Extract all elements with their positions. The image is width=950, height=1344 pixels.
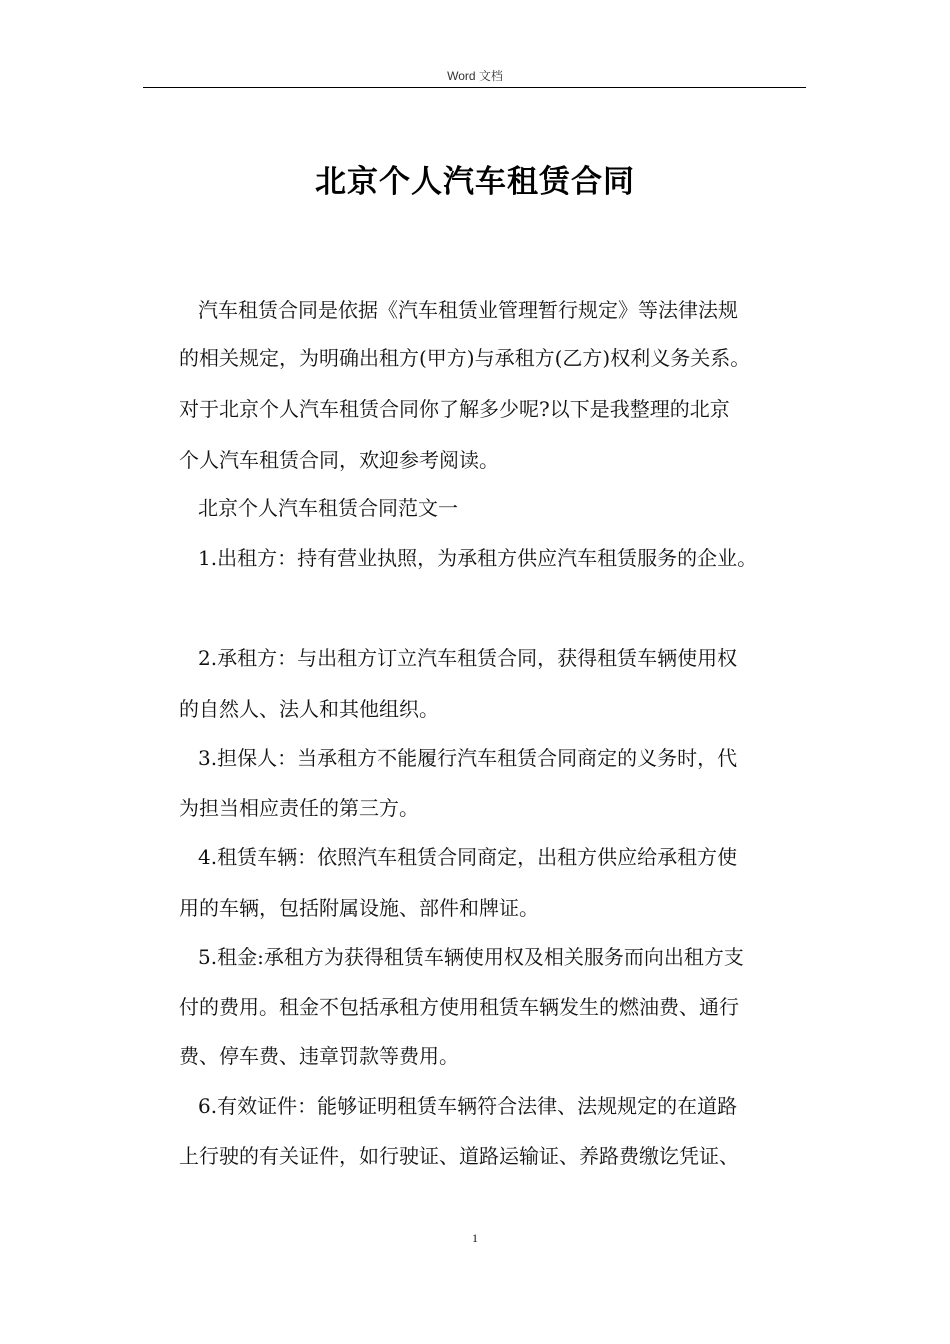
intro-line-3: 对于北京个人汽车租赁合同你了解多少呢?以下是我整理的北京 — [179, 397, 730, 421]
clause-5-line-1: 5.租金:承租方为获得租赁车辆使用权及相关服务而向出租方支 — [198, 945, 744, 969]
clause-4-line-2: 用的车辆，包括附属设施、部件和牌证。 — [179, 896, 539, 920]
clause-4-line-1: 4.租赁车辆：依照汽车租赁合同商定，出租方供应给承租方使 — [198, 845, 738, 869]
section-heading: 北京个人汽车租赁合同范文一 — [198, 496, 458, 520]
intro-line-1: 汽车租赁合同是依据《汽车租赁业管理暂行规定》等法律法规 — [198, 298, 738, 322]
document-title: 北京个人汽车租赁合同 — [315, 164, 635, 200]
clause-2-line-2: 的自然人、法人和其他组织。 — [179, 697, 439, 721]
intro-line-4: 个人汽车租赁合同，欢迎参考阅读。 — [179, 448, 499, 472]
clause-1-line-1: 1.出租方：持有营业执照，为承租方供应汽车租赁服务的企业。 — [198, 546, 758, 570]
intro-line-2: 的相关规定，为明确出租方(甲方)与承租方(乙方)权利义务关系。 — [179, 346, 751, 370]
clause-5-line-3: 费、停车费、违章罚款等费用。 — [179, 1044, 459, 1068]
page-header: Word 文档 — [447, 69, 503, 83]
clause-3-line-1: 3.担保人：当承租方不能履行汽车租赁合同商定的义务时，代 — [198, 746, 738, 770]
clause-5-line-2: 付的费用。租金不包括承租方使用租赁车辆发生的燃油费、通行 — [179, 995, 739, 1019]
clause-6-line-2: 上行驶的有关证件，如行驶证、道路运输证、养路费缴讫凭证、 — [179, 1144, 739, 1168]
clause-3-line-2: 为担当相应责任的第三方。 — [179, 796, 419, 820]
clause-6-line-1: 6.有效证件：能够证明租赁车辆符合法律、法规规定的在道路 — [198, 1094, 738, 1118]
header-divider — [143, 87, 806, 88]
page-number: 1 — [472, 1231, 478, 1245]
clause-2-line-1: 2.承租方：与出租方订立汽车租赁合同，获得租赁车辆使用权 — [198, 646, 738, 670]
